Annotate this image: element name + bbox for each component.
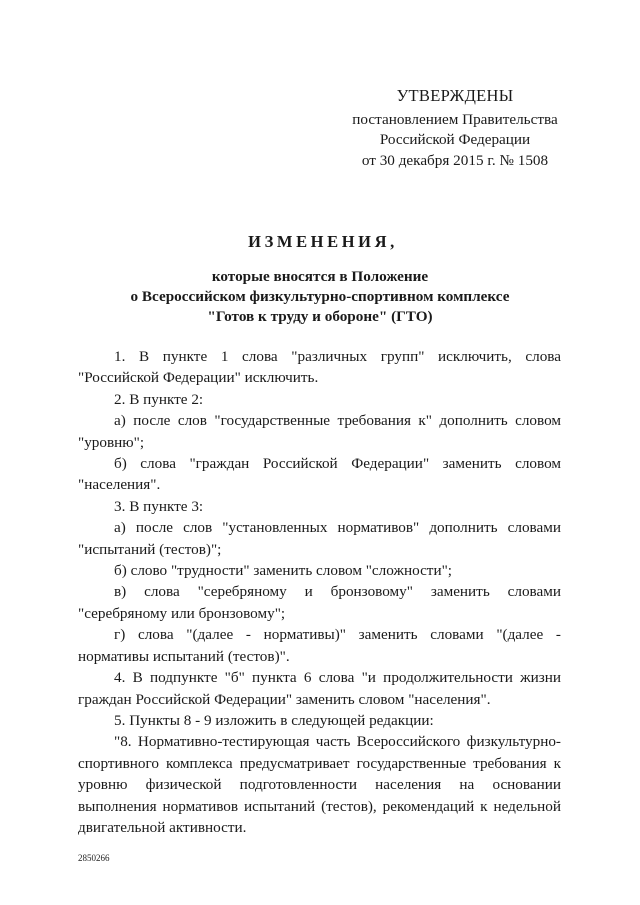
paragraph-3: 3. В пункте 3: [114, 497, 204, 515]
heading-title: ИЗМЕНЕНИЯ, [248, 232, 398, 251]
document-body [78, 346, 561, 838]
heading-subtitle-2: о Всероссийском физкультурно-спортивном комплексе [130, 288, 510, 305]
paragraph-3b: б) слово "трудности" заменить словом "сложности"; [114, 562, 452, 580]
paragraph-2: 2. В пункте 2: [114, 390, 204, 408]
paragraph-2a: а) после слов "государственные требования к" дополнить словом "уровню"; [78, 412, 561, 451]
heading-subtitle-1: которые вносятся в Положение [211, 268, 429, 285]
paragraph-2b: б) слова "граждан Российской Федерации" заменить словом "населения". [78, 455, 561, 494]
approval-date-number: от 30 декабря 2015 г. № 1508 [361, 151, 549, 169]
approval-block [320, 86, 590, 171]
paragraph-4: 4. В подпункте "б" пункта 6 слова "и продолжительности жизни граждан Российской Федерации" заменить словом "населения". [78, 669, 561, 708]
heading-subtitle-3: "Готов к труду и обороне" (ГТО) [207, 308, 433, 325]
paragraph-5: 5. Пункты 8 - 9 изложить в следующей редакции: [114, 711, 434, 729]
document-heading [0, 232, 640, 327]
approval-title: УТВЕРЖДЕНЫ [396, 86, 514, 105]
paragraph-3c: в) слова "серебряному и бронзовому" заменить словами "серебряному или бронзовому"; [78, 583, 561, 622]
approval-line-2: Российской Федерации [379, 131, 531, 148]
approval-line-1: постановлением Правительства [352, 110, 558, 128]
paragraph-8-text: "8. Нормативно-тестирующая часть Всероссийского физкультурно-спортивного комплекса предусматривает государственные требования к уровню физической подготовленности населения на основании выполнения нормативов испытаний (тестов), рекомендаций к недельной двигательной активности. [78, 733, 561, 836]
paragraph-3d: г) слова "(далее - нормативы)" заменить словами "(далее - нормативы испытаний (тестов)". [78, 626, 561, 665]
paragraph-1: 1. В пункте 1 слова "различных групп" исключить, слова "Российской Федерации" исключить. [78, 348, 561, 387]
document-code: 2850266 [78, 853, 110, 863]
paragraph-3a: а) после слов "установленных нормативов" дополнить словами "испытаний (тестов)"; [78, 519, 561, 558]
